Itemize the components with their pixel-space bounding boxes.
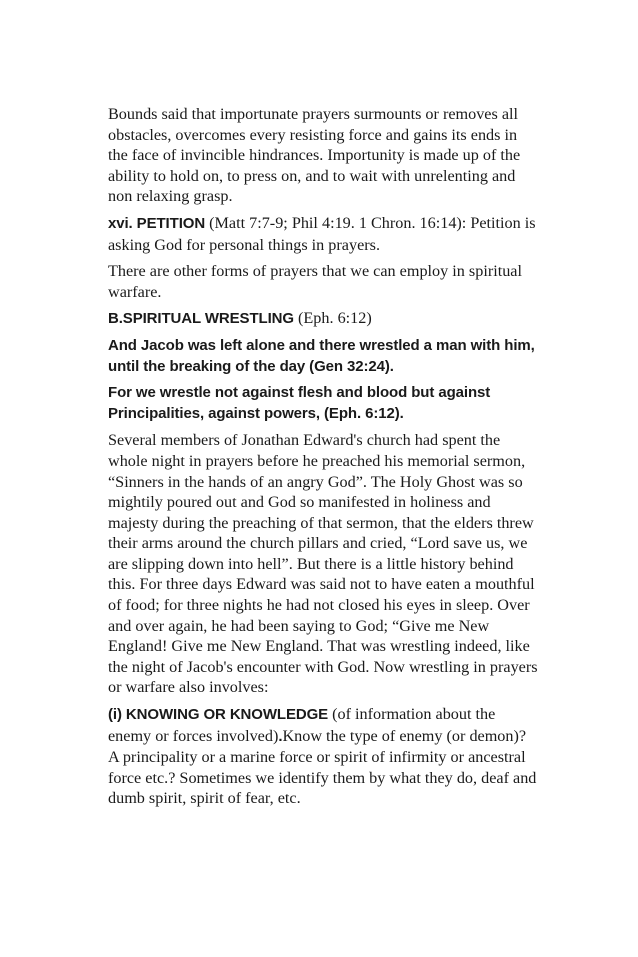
paragraph-other-forms: There are other forms of prayers that we can employ in spiritual warfare.: [108, 262, 522, 301]
paragraph-spiritual-wrestling: [108, 308, 538, 330]
paragraph-eph-verse: For we wrestle not against flesh and blood but against Principalities, against powers, (Eph. 6:12).: [108, 384, 491, 422]
knowing-text: Know the type of enemy (or demon)? A principality or a marine force or spirit of infirmity or ancestral force etc.? Sometimes we identify them by what they do, deaf and dumb spirit, spirit of fear, etc.: [108, 726, 537, 808]
knowing-parenthetical: (of information about the enemy or forces involved): [108, 705, 496, 745]
paragraph-petition: [108, 213, 538, 255]
paragraph-knowing: [108, 704, 538, 809]
knowing-period: .: [278, 727, 283, 745]
paragraph-importunity: Bounds said that importunate prayers surmounts or removes all obstacles, overcomes every resisting force and gains its ends in the face of invincible hindrances. Importunity is made up of the ability to hold on, to press on, and to wait with unrelenting and non relaxing grasp.: [108, 105, 521, 206]
spiritual-wrestling-ref: (Eph. 6:12): [293, 309, 372, 328]
paragraph-jonathan-edwards: Several members of Jonathan Edward's church had spent the whole night in prayers before he preached his memorial sermon, “Sinners in the hands of an angry God”. The Holy Ghost was so mightily poured out and God so manifested in holiness and majesty during the preaching of that sermon, that the elders threw their arms around the church pillars and cried, “Lord save us, we are slipping down into hell”. But there is a little history behind this. For three days Edward was said not to have eaten a mouthful of food; for three nights he had not closed his eyes in sleep. Over and over again, he had been saying to God; “Give me New England! Give me New England. That was wrestling indeed, like the night of Jacob's encounter with God. Now wrestling in prayers or warfare also involves:: [108, 431, 538, 697]
heading-knowing: (i) KNOWING OR KNOWLEDGE: [108, 706, 329, 724]
paragraph-jacob-verse: And Jacob was left alone and there wrestled a man with him, until the breaking of the day (Gen 32:24).: [108, 336, 535, 375]
petition-text: (Matt 7:7-9; Phil 4:19. 1 Chron. 16:14): Petition is asking God for personal things in prayers.: [108, 213, 536, 254]
heading-petition: xvi. PETITION: [108, 214, 206, 232]
heading-spiritual-wrestling: B.SPIRITUAL WRESTLING: [108, 310, 294, 328]
document-page: [108, 104, 538, 815]
